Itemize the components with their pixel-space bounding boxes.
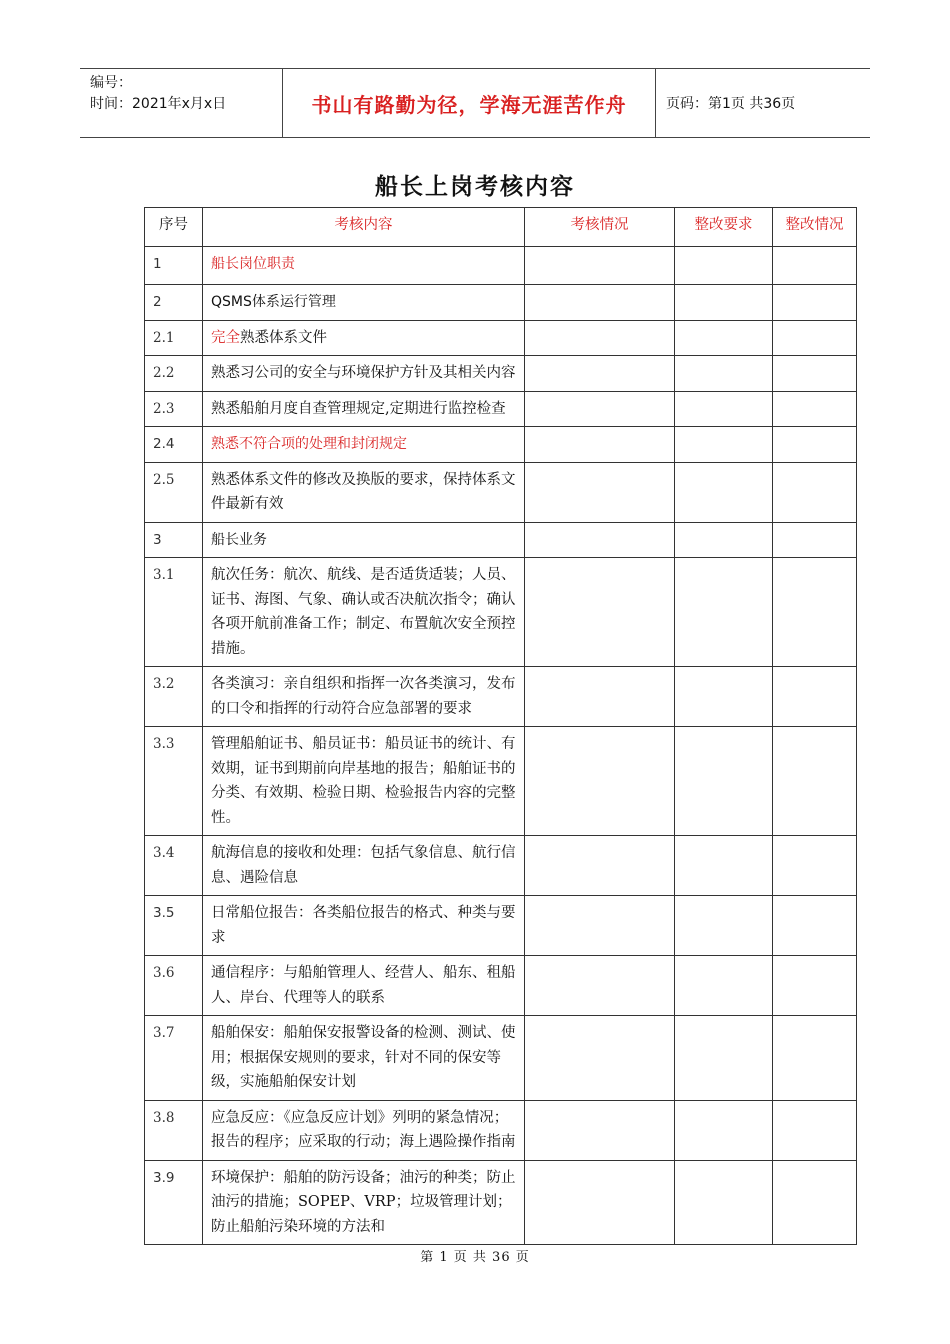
row-rectify-req-cell [675,896,773,956]
row-number: 3 [145,522,203,558]
header-seq: 序号 [145,208,203,247]
row-status-cell [525,285,675,321]
table-row [145,896,857,956]
table-row [145,1016,857,1101]
table-row [145,1100,857,1160]
row-status-cell [525,836,675,896]
document-time: 时间：2021年x月x日 [90,96,227,112]
assessment-table [144,207,857,1245]
table-row [145,667,857,727]
header-rectify-requirement: 整改要求 [675,208,773,247]
row-rectify-status-cell [773,522,857,558]
row-rectify-req-cell [675,391,773,427]
row-number: 3.5 [145,896,203,956]
row-number: 2.2 [145,356,203,392]
row-rectify-req-cell [675,427,773,463]
row-rectify-req-cell [675,356,773,392]
row-content: 航海信息的接收和处理：包括气象信息、航行信息、遇险信息 [203,836,525,896]
row-status-cell [525,522,675,558]
header-meta [80,69,282,137]
table-row [145,320,857,356]
row-status-cell [525,558,675,667]
table-row [145,522,857,558]
row-number: 2.5 [145,462,203,522]
row-status-cell [525,247,675,285]
row-rectify-req-cell [675,522,773,558]
row-status-cell [525,667,675,727]
table-header-row [145,208,857,247]
row-number: 3.2 [145,667,203,727]
row-number: 3.1 [145,558,203,667]
row-rectify-req-cell [675,558,773,667]
row-content: 船舶保安：船舶保安报警设备的检测、测试、使用；根据保安规则的要求，针对不同的保安等级，实施船舶保安计划 [203,1016,525,1101]
row-rectify-status-cell [773,285,857,321]
row-rectify-req-cell [675,320,773,356]
row-rectify-status-cell [773,727,857,836]
page-title: 船长上岗考核内容 [375,173,575,200]
table-row [145,356,857,392]
row-rectify-status-cell [773,427,857,463]
table-row [145,1160,857,1245]
row-rectify-status-cell [773,1100,857,1160]
table-row [145,558,857,667]
row-rectify-req-cell [675,1100,773,1160]
row-content: 管理船舶证书、船员证书：船员证书的统计、有效期，证书到期前向岸基地的报告；船舶证书的分类、有效期、检验日期、检验报告内容的完整性。 [203,727,525,836]
row-content: 各类演习：亲自组织和指挥一次各类演习，发布的口令和指挥的行动符合应急部署的要求 [203,667,525,727]
table-row [145,247,857,285]
row-status-cell [525,956,675,1016]
row-status-cell [525,356,675,392]
header-content: 考核内容 [203,208,525,247]
row-number: 2.3 [145,391,203,427]
row-content: 船长岗位职责 [203,247,525,285]
row-content: 航次任务：航次、航线、是否适货适装；人员、证书、海图、气象、确认或否决航次指令；确认各项开航前准备工作；制定、布置航次安全预控措施。 [203,558,525,667]
row-status-cell [525,1016,675,1101]
table-row [145,836,857,896]
row-status-cell [525,462,675,522]
row-number: 2.4 [145,427,203,463]
document-header [80,68,870,138]
row-status-cell [525,427,675,463]
document-number-label: 编号： [90,75,132,91]
row-content-highlight: 完全 [211,329,240,346]
row-content: 通信程序：与船舶管理人、经营人、船东、租船人、岸台、代理等人的联系 [203,956,525,1016]
row-rectify-status-cell [773,558,857,667]
row-status-cell [525,1160,675,1245]
row-content: 熟悉船舶月度自查管理规定,定期进行监控检查 [203,391,525,427]
header-status: 考核情况 [525,208,675,247]
row-content: 环境保护：船舶的防污设备；油污的种类；防止油污的措施；SOPEP、VRP；垃圾管理计划；防止船舶污染环境的方法和 [203,1160,525,1245]
row-rectify-status-cell [773,391,857,427]
row-number: 3.9 [145,1160,203,1245]
row-status-cell [525,391,675,427]
row-content: 熟悉不符合项的处理和封闭规定 [203,427,525,463]
row-content: 应急反应：《应急反应计划》列明的紧急情况；报告的程序；应采取的行动；海上遇险操作指南 [203,1100,525,1160]
row-status-cell [525,727,675,836]
table-row [145,285,857,321]
row-rectify-status-cell [773,462,857,522]
row-number: 2 [145,285,203,321]
row-rectify-req-cell [675,667,773,727]
row-number: 3.6 [145,956,203,1016]
row-rectify-req-cell [675,247,773,285]
row-status-cell [525,1100,675,1160]
row-rectify-req-cell [675,1160,773,1245]
table-row [145,391,857,427]
row-rectify-status-cell [773,667,857,727]
table-row [145,427,857,463]
row-number: 3.7 [145,1016,203,1101]
row-rectify-req-cell [675,727,773,836]
row-rectify-status-cell [773,836,857,896]
row-rectify-status-cell [773,1016,857,1101]
row-content: QSMS体系运行管理 [203,285,525,321]
row-number: 2.1 [145,320,203,356]
row-number: 3.4 [145,836,203,896]
row-content: 船长业务 [203,522,525,558]
row-rectify-status-cell [773,896,857,956]
row-rectify-req-cell [675,285,773,321]
row-content [203,320,525,356]
row-content: 熟悉习公司的安全与环境保护方针及其相关内容 [203,356,525,392]
row-content-text: 熟悉体系文件 [240,329,327,346]
table-row [145,956,857,1016]
header-page-info: 页码：第1页 共36页 [666,96,796,112]
row-rectify-status-cell [773,247,857,285]
table-row [145,727,857,836]
row-rectify-status-cell [773,956,857,1016]
row-content: 熟悉体系文件的修改及换版的要求，保持体系文件最新有效 [203,462,525,522]
row-number: 3.8 [145,1100,203,1160]
row-rectify-status-cell [773,356,857,392]
row-number: 3.3 [145,727,203,836]
row-rectify-req-cell [675,956,773,1016]
row-rectify-status-cell [773,1160,857,1245]
row-rectify-req-cell [675,462,773,522]
row-rectify-req-cell [675,836,773,896]
row-rectify-req-cell [675,1016,773,1101]
row-status-cell [525,320,675,356]
row-status-cell [525,896,675,956]
header-motto: 书山有路勤为径，学海无涯苦作舟 [282,69,656,137]
table-row [145,462,857,522]
row-rectify-status-cell [773,320,857,356]
page-footer: 第 1 页 共 36 页 [420,1250,530,1265]
row-number: 1 [145,247,203,285]
header-rectify-status: 整改情况 [773,208,857,247]
row-content: 日常船位报告：各类船位报告的格式、种类与要求 [203,896,525,956]
